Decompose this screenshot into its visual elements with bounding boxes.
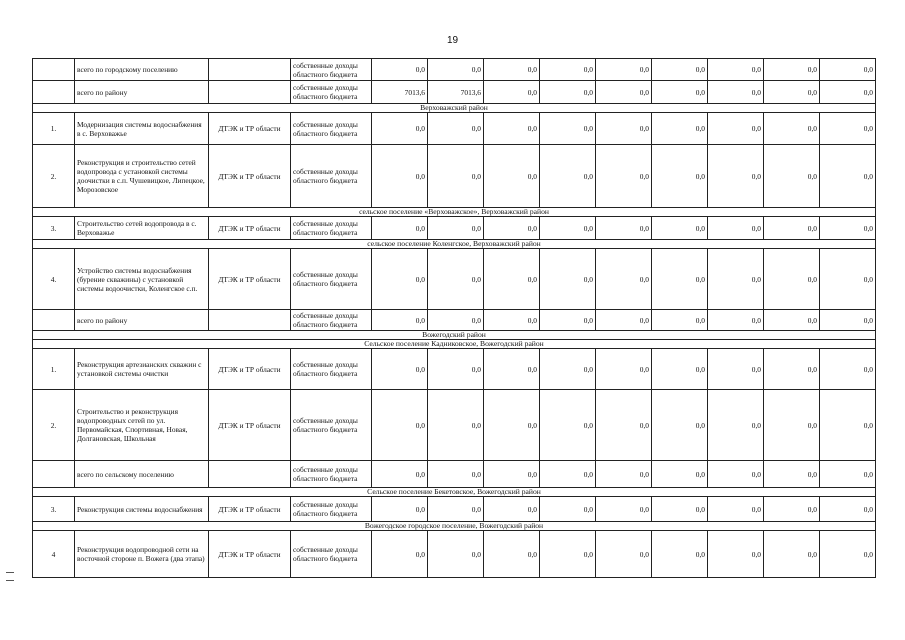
row-number-cell (33, 81, 75, 104)
value-cell: 0,0 (652, 531, 708, 578)
activity-name-cell: Реконструкция и строительство сетей водопровода с установкой системы доочистки в с.п. Чушевицкое, Липецкое, Морозовское (75, 145, 209, 208)
value-cell: 0,0 (596, 81, 652, 104)
section-header-row (33, 522, 876, 531)
funding-source-cell: собственные доходы областного бюджета (291, 145, 372, 208)
value-cell: 0,0 (820, 531, 876, 578)
value-cell: 0,0 (428, 497, 484, 522)
value-cell: 0,0 (372, 531, 428, 578)
executor-cell: ДТЭК и ТР области (209, 217, 291, 240)
value-cell: 0,0 (484, 310, 540, 331)
section-header-row (33, 331, 876, 340)
section-title: Вожегодское городское поселение, Вожегодский район (33, 522, 876, 531)
value-cell: 0,0 (652, 59, 708, 81)
row-number-cell: 1. (33, 113, 75, 145)
value-cell: 0,0 (428, 531, 484, 578)
section-title: Вожегодский район (33, 331, 876, 340)
funding-source-cell: собственные доходы областного бюджета (291, 113, 372, 145)
value-cell: 0,0 (372, 390, 428, 461)
value-cell: 0,0 (652, 390, 708, 461)
row-number-cell (33, 461, 75, 488)
value-cell: 0,0 (764, 390, 820, 461)
value-cell: 0,0 (372, 349, 428, 390)
row-number-cell: 4 (33, 531, 75, 578)
table-row (33, 497, 876, 522)
executor-cell (209, 81, 291, 104)
value-cell: 0,0 (708, 113, 764, 145)
value-cell: 0,0 (708, 531, 764, 578)
value-cell: 0,0 (428, 145, 484, 208)
value-cell: 0,0 (652, 145, 708, 208)
value-cell: 0,0 (764, 81, 820, 104)
value-cell: 7013,6 (372, 81, 428, 104)
value-cell: 0,0 (484, 217, 540, 240)
value-cell: 0,0 (596, 461, 652, 488)
value-cell: 0,0 (764, 531, 820, 578)
value-cell: 0,0 (484, 461, 540, 488)
value-cell: 0,0 (820, 461, 876, 488)
activity-name-cell: всего по городскому поселению (75, 59, 209, 81)
value-cell: 0,0 (484, 531, 540, 578)
executor-cell: ДТЭК и ТР области (209, 145, 291, 208)
value-cell: 0,0 (428, 349, 484, 390)
page-number: 19 (446, 35, 459, 46)
value-cell: 0,0 (708, 249, 764, 310)
value-cell: 0,0 (708, 59, 764, 81)
table-row (33, 461, 876, 488)
value-cell: 0,0 (820, 310, 876, 331)
value-cell: 0,0 (428, 249, 484, 310)
row-number-cell: 4. (33, 249, 75, 310)
activity-name-cell: всего по району (75, 310, 209, 331)
budget-table (32, 58, 876, 578)
row-number-cell (33, 59, 75, 81)
value-cell: 0,0 (820, 145, 876, 208)
value-cell: 0,0 (764, 349, 820, 390)
executor-cell: ДТЭК и ТР области (209, 349, 291, 390)
value-cell: 0,0 (708, 81, 764, 104)
value-cell: 0,0 (764, 310, 820, 331)
row-number-cell (33, 310, 75, 331)
row-number-cell: 1. (33, 349, 75, 390)
executor-cell: ДТЭК и ТР области (209, 390, 291, 461)
value-cell: 0,0 (540, 113, 596, 145)
value-cell: 0,0 (428, 59, 484, 81)
executor-cell (209, 461, 291, 488)
row-number-cell: 2. (33, 390, 75, 461)
funding-source-cell: собственные доходы областного бюджета (291, 310, 372, 331)
executor-cell (209, 59, 291, 81)
activity-name-cell: Реконструкция артезианских скважин с установкой системы очистки (75, 349, 209, 390)
value-cell: 0,0 (820, 113, 876, 145)
value-cell: 0,0 (820, 349, 876, 390)
funding-source-cell: собственные доходы областного бюджета (291, 461, 372, 488)
funding-source-cell: собственные доходы областного бюджета (291, 249, 372, 310)
value-cell: 0,0 (820, 249, 876, 310)
value-cell: 0,0 (764, 113, 820, 145)
value-cell: 0,0 (596, 349, 652, 390)
section-title: Сельское поселение Бекетовское, Вожегодский район (33, 488, 876, 497)
value-cell: 0,0 (820, 390, 876, 461)
value-cell: 0,0 (484, 390, 540, 461)
value-cell: 0,0 (596, 531, 652, 578)
value-cell: 0,0 (596, 497, 652, 522)
value-cell: 0,0 (596, 113, 652, 145)
value-cell: 0,0 (540, 497, 596, 522)
value-cell: 0,0 (652, 497, 708, 522)
executor-cell: ДТЭК и ТР области (209, 249, 291, 310)
activity-name-cell: Устройство системы водоснабжения (бурение скважины) с установкой системы водоочистки, Коленгское с.п. (75, 249, 209, 310)
value-cell: 0,0 (428, 390, 484, 461)
section-header-row (33, 104, 876, 113)
value-cell: 0,0 (484, 81, 540, 104)
row-number-cell: 2. (33, 145, 75, 208)
value-cell: 0,0 (540, 145, 596, 208)
table-row (33, 81, 876, 104)
section-title: сельское поселение «Верховажское», Верховажский район (33, 208, 876, 217)
funding-source-cell: собственные доходы областного бюджета (291, 217, 372, 240)
value-cell: 0,0 (372, 497, 428, 522)
value-cell: 0,0 (428, 217, 484, 240)
table-row (33, 531, 876, 578)
table-row (33, 59, 876, 81)
funding-source-cell: собственные доходы областного бюджета (291, 59, 372, 81)
executor-cell: ДТЭК и ТР области (209, 113, 291, 145)
funding-source-cell: собственные доходы областного бюджета (291, 531, 372, 578)
value-cell: 0,0 (540, 531, 596, 578)
table-row (33, 113, 876, 145)
value-cell: 0,0 (652, 113, 708, 145)
value-cell: 0,0 (484, 349, 540, 390)
value-cell: 0,0 (372, 461, 428, 488)
value-cell: 0,0 (484, 145, 540, 208)
activity-name-cell: Реконструкция системы водоснабжения (75, 497, 209, 522)
activity-name-cell: Модернизация системы водоснабжения в с. Верховажье (75, 113, 209, 145)
executor-cell: ДТЭК и ТР области (209, 531, 291, 578)
section-title: Сельское поселение Кадниковское, Вожегодский район (33, 340, 876, 349)
value-cell: 0,0 (596, 59, 652, 81)
margin-mark (6, 572, 14, 573)
executor-cell (209, 310, 291, 331)
activity-name-cell: всего по району (75, 81, 209, 104)
value-cell: 0,0 (764, 497, 820, 522)
value-cell: 0,0 (596, 249, 652, 310)
value-cell: 0,0 (708, 145, 764, 208)
funding-source-cell: собственные доходы областного бюджета (291, 81, 372, 104)
section-header-row (33, 240, 876, 249)
margin-mark (6, 580, 14, 581)
value-cell: 0,0 (540, 461, 596, 488)
section-header-row (33, 488, 876, 497)
value-cell: 0,0 (540, 217, 596, 240)
value-cell: 0,0 (540, 310, 596, 331)
value-cell: 0,0 (540, 390, 596, 461)
value-cell: 7013,6 (428, 81, 484, 104)
value-cell: 0,0 (652, 81, 708, 104)
value-cell: 0,0 (764, 59, 820, 81)
value-cell: 0,0 (652, 249, 708, 310)
value-cell: 0,0 (540, 81, 596, 104)
section-title: сельское поселение Коленгское, Верховажский район (33, 240, 876, 249)
activity-name-cell: Строительство сетей водопровода в с. Верховажье (75, 217, 209, 240)
value-cell: 0,0 (484, 497, 540, 522)
row-number-cell: 3. (33, 497, 75, 522)
value-cell: 0,0 (708, 349, 764, 390)
value-cell: 0,0 (596, 217, 652, 240)
value-cell: 0,0 (764, 249, 820, 310)
value-cell: 0,0 (764, 217, 820, 240)
funding-source-cell: собственные доходы областного бюджета (291, 497, 372, 522)
value-cell: 0,0 (428, 113, 484, 145)
funding-source-cell: собственные доходы областного бюджета (291, 390, 372, 461)
value-cell: 0,0 (540, 59, 596, 81)
row-number-cell: 3. (33, 217, 75, 240)
value-cell: 0,0 (372, 249, 428, 310)
value-cell: 0,0 (484, 113, 540, 145)
funding-source-cell: собственные доходы областного бюджета (291, 349, 372, 390)
table-row (33, 249, 876, 310)
value-cell: 0,0 (596, 390, 652, 461)
table-row (33, 390, 876, 461)
value-cell: 0,0 (820, 59, 876, 81)
table-row (33, 145, 876, 208)
table-row (33, 310, 876, 331)
activity-name-cell: Строительство и реконструкция водопроводных сетей по ул. Первомайская, Спортивная, Новая, Долгановская, Школьная (75, 390, 209, 461)
value-cell: 0,0 (820, 81, 876, 104)
executor-cell: ДТЭК и ТР области (209, 497, 291, 522)
value-cell: 0,0 (596, 145, 652, 208)
value-cell: 0,0 (708, 390, 764, 461)
value-cell: 0,0 (428, 461, 484, 488)
value-cell: 0,0 (708, 497, 764, 522)
value-cell: 0,0 (484, 59, 540, 81)
value-cell: 0,0 (764, 145, 820, 208)
value-cell: 0,0 (708, 461, 764, 488)
activity-name-cell: Реконструкция водопроводной сети на восточной стороне п. Вожега (два этапа) (75, 531, 209, 578)
value-cell: 0,0 (764, 461, 820, 488)
value-cell: 0,0 (652, 217, 708, 240)
value-cell: 0,0 (652, 349, 708, 390)
value-cell: 0,0 (708, 310, 764, 331)
activity-name-cell: всего по сельскому поселению (75, 461, 209, 488)
value-cell: 0,0 (372, 310, 428, 331)
value-cell: 0,0 (652, 461, 708, 488)
value-cell: 0,0 (372, 59, 428, 81)
value-cell: 0,0 (820, 217, 876, 240)
value-cell: 0,0 (484, 249, 540, 310)
section-header-row (33, 208, 876, 217)
table-row (33, 349, 876, 390)
value-cell: 0,0 (372, 217, 428, 240)
value-cell: 0,0 (820, 497, 876, 522)
value-cell: 0,0 (372, 145, 428, 208)
value-cell: 0,0 (596, 310, 652, 331)
section-header-row (33, 340, 876, 349)
value-cell: 0,0 (372, 113, 428, 145)
value-cell: 0,0 (708, 217, 764, 240)
value-cell: 0,0 (540, 249, 596, 310)
value-cell: 0,0 (652, 310, 708, 331)
section-title: Верховажский район (33, 104, 876, 113)
table-row (33, 217, 876, 240)
value-cell: 0,0 (428, 310, 484, 331)
value-cell: 0,0 (540, 349, 596, 390)
